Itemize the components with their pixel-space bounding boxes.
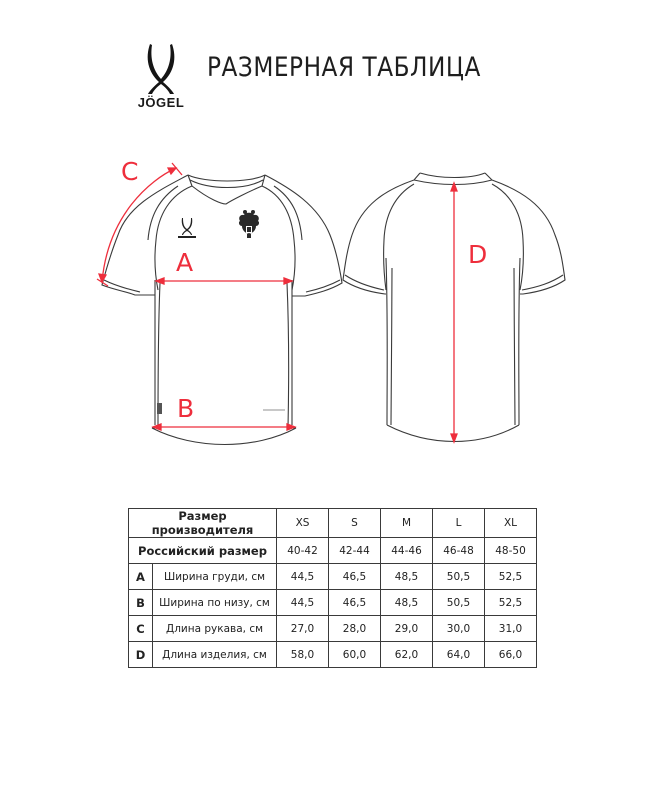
- table-cell: 27,0: [277, 616, 329, 642]
- table-cell: 31,0: [485, 616, 537, 642]
- table-row: [129, 590, 537, 616]
- table-cell: 46-48: [433, 538, 485, 564]
- table-cell: 44,5: [277, 564, 329, 590]
- row-param: Длина рукава, см: [153, 616, 277, 642]
- jogel-swoosh-icon: [128, 38, 194, 94]
- row-letter: A: [129, 564, 153, 590]
- size-tag-mark: [157, 403, 162, 414]
- table-cell: 42-44: [329, 538, 381, 564]
- table-cell: 44,5: [277, 590, 329, 616]
- table-row: [129, 616, 537, 642]
- table-cell: 28,0: [329, 616, 381, 642]
- table-cell: 48,5: [381, 590, 433, 616]
- label-d: D: [468, 240, 488, 269]
- size-l: L: [433, 509, 485, 538]
- table-cell: 50,5: [433, 590, 485, 616]
- row-param: Ширина груди, см: [153, 564, 277, 590]
- size-s: S: [329, 509, 381, 538]
- label-b: B: [177, 394, 195, 423]
- front-brand-mark: [178, 218, 196, 238]
- size-m: M: [381, 509, 433, 538]
- label-a: A: [176, 248, 194, 277]
- coat-of-arms-icon: [239, 210, 259, 238]
- row-letter: B: [129, 590, 153, 616]
- table-cell: 62,0: [381, 642, 433, 668]
- front-shirt-outline: [102, 175, 342, 445]
- page-title: РАЗМЕРНАЯ ТАБЛИЦА: [207, 52, 481, 83]
- table-row: [129, 642, 537, 668]
- russian-size-label: Российский размер: [129, 538, 277, 564]
- label-c: C: [121, 157, 139, 186]
- table-row: [129, 564, 537, 590]
- row-letter: D: [129, 642, 153, 668]
- table-cell: 29,0: [381, 616, 433, 642]
- table-cell: 40-42: [277, 538, 329, 564]
- size-xs: XS: [277, 509, 329, 538]
- table-cell: 60,0: [329, 642, 381, 668]
- table-cell: 30,0: [433, 616, 485, 642]
- table-cell: 66,0: [485, 642, 537, 668]
- table-cell: 46,5: [329, 564, 381, 590]
- table-cell: 64,0: [433, 642, 485, 668]
- table-row-russian-size: [129, 538, 537, 564]
- hem-print-mark: [263, 409, 285, 411]
- row-param: Ширина по низу, см: [153, 590, 277, 616]
- tshirt-diagram: [0, 140, 665, 470]
- size-table: [128, 508, 537, 668]
- row-param: Длина изделия, см: [153, 642, 277, 668]
- table-cell: 48,5: [381, 564, 433, 590]
- table-cell: 52,5: [485, 590, 537, 616]
- brand-name: JÖGEL: [137, 95, 185, 110]
- size-xl: XL: [485, 509, 537, 538]
- table-row-manufacturer-size: [129, 509, 537, 538]
- table-cell: 52,5: [485, 564, 537, 590]
- table-cell: 50,5: [433, 564, 485, 590]
- table-cell: 48-50: [485, 538, 537, 564]
- table-cell: 44-46: [381, 538, 433, 564]
- manufacturer-size-label: Размер производителя: [129, 509, 277, 538]
- brand-logo: [128, 38, 194, 110]
- row-letter: C: [129, 616, 153, 642]
- table-cell: 58,0: [277, 642, 329, 668]
- table-cell: 46,5: [329, 590, 381, 616]
